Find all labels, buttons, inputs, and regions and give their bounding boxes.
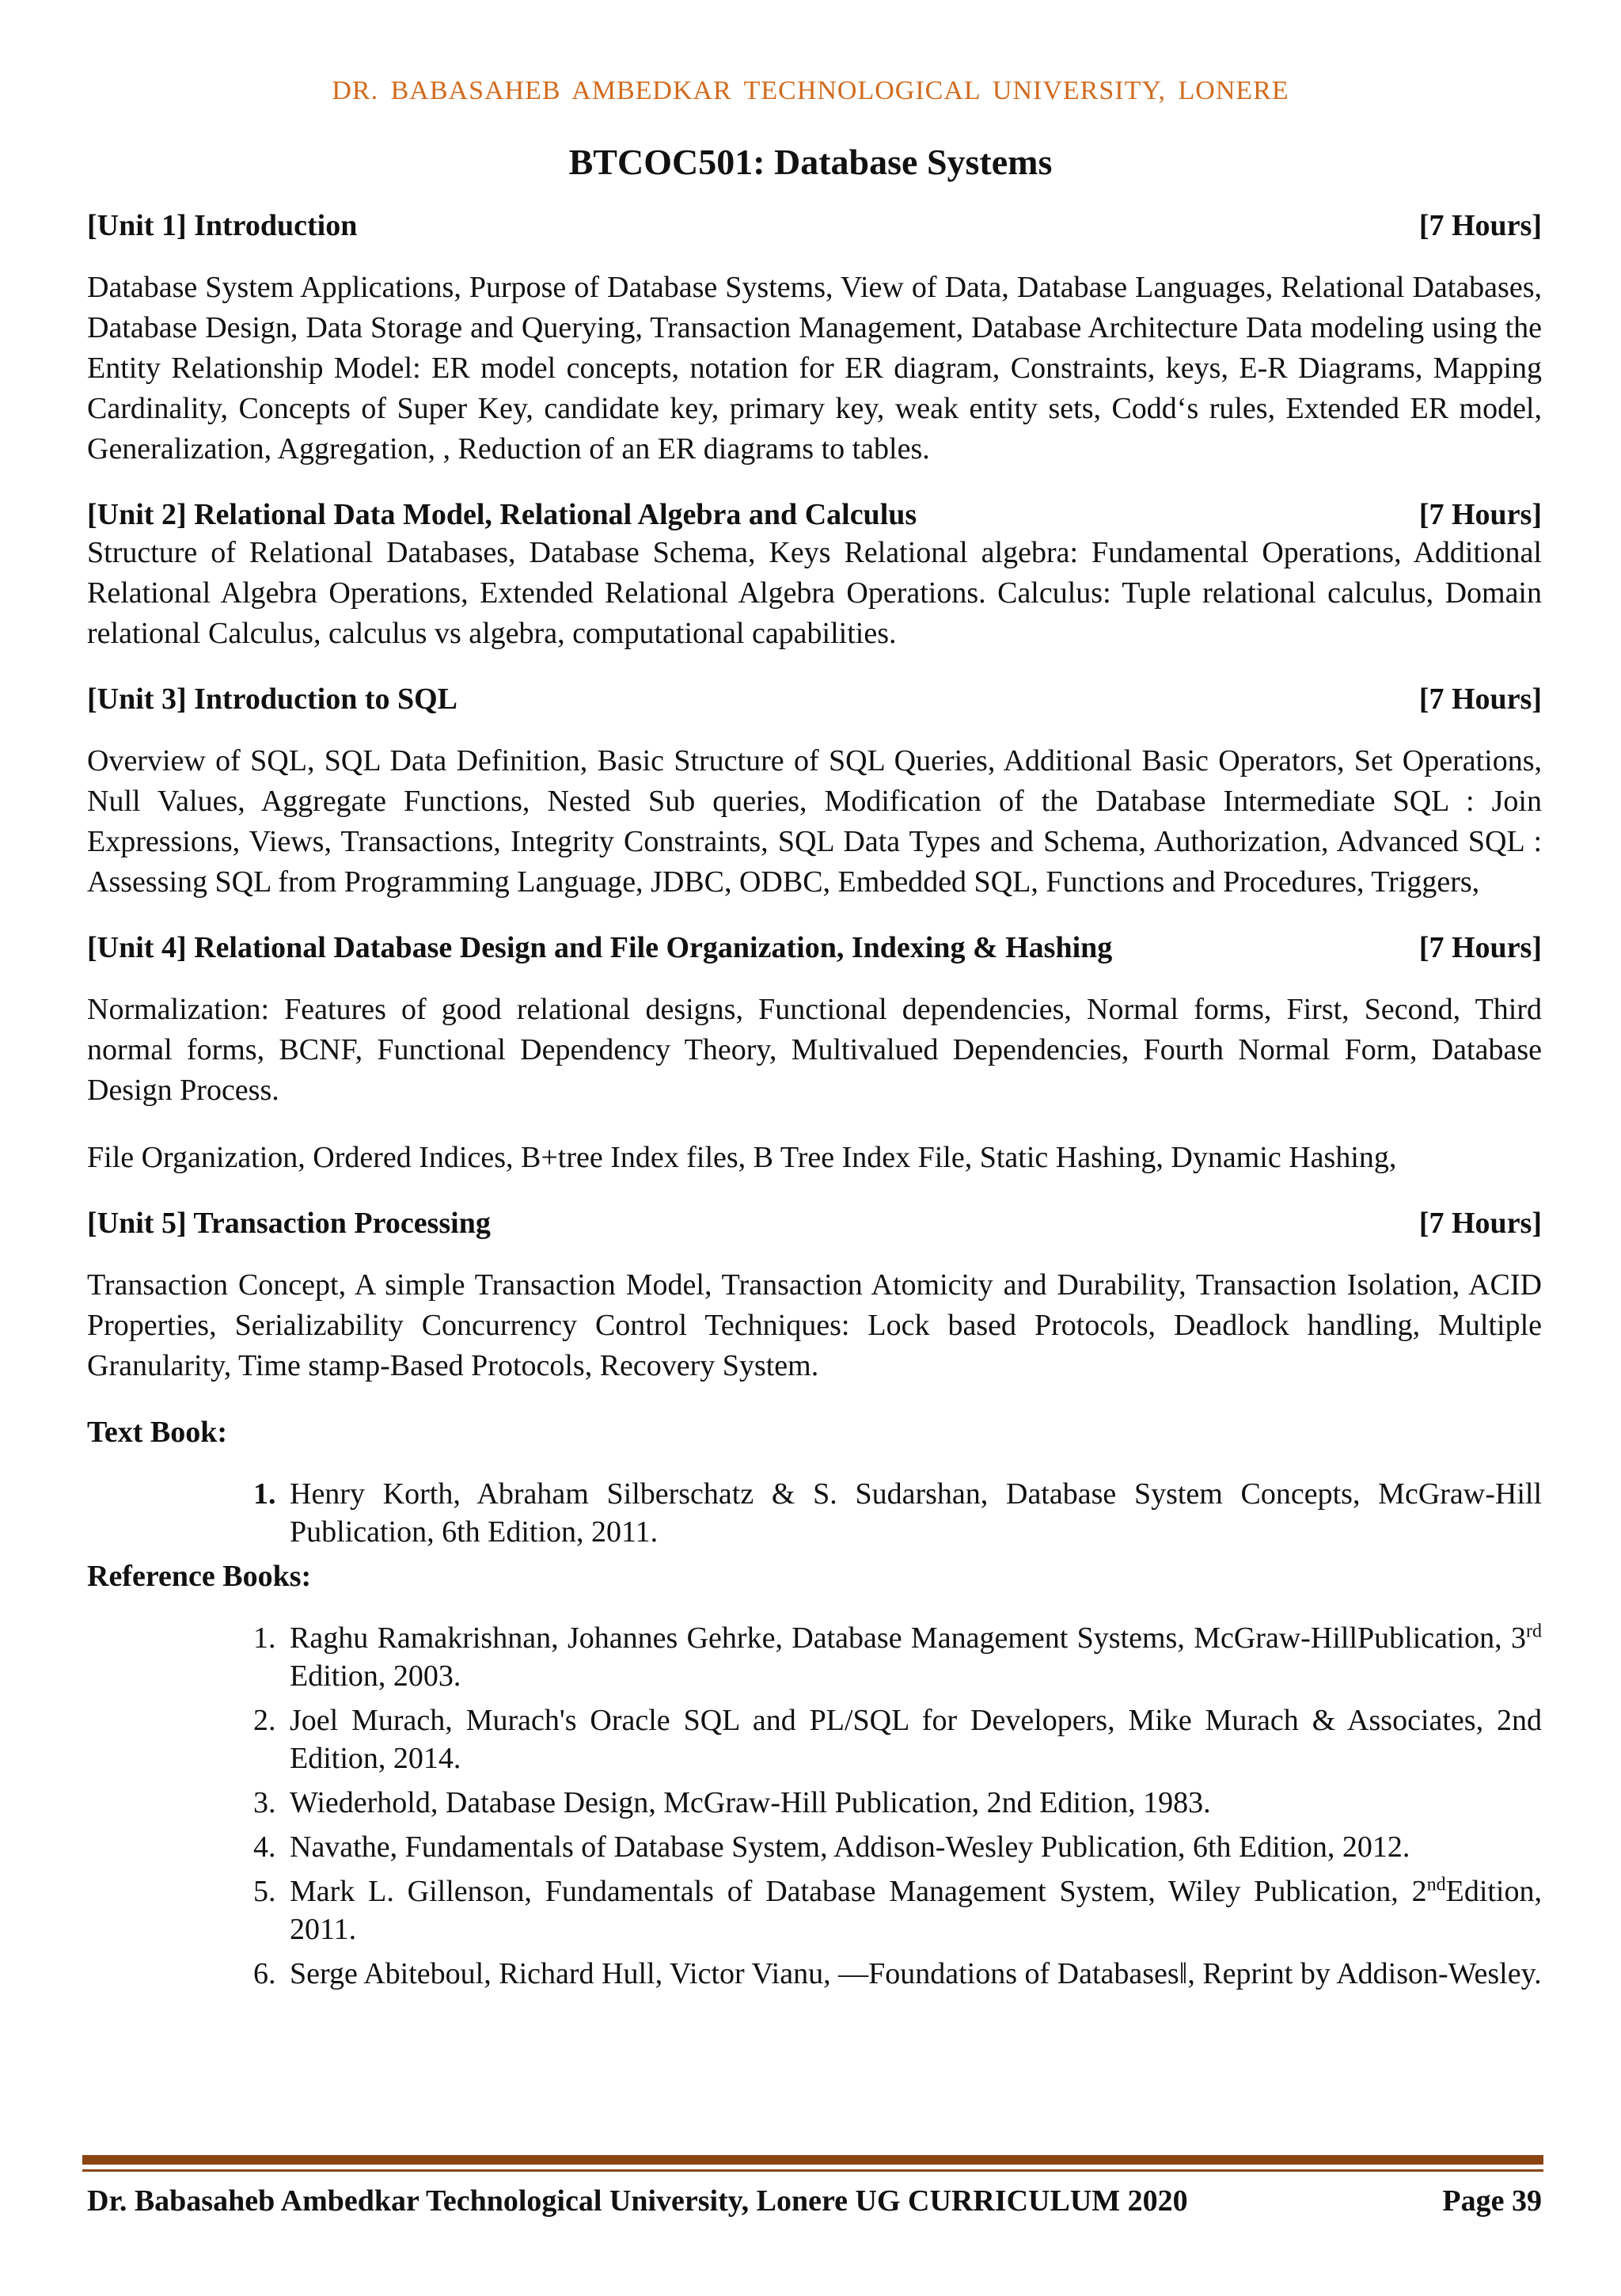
unit-hours: [7 Hours]	[1418, 682, 1542, 716]
text-book-heading: Text Book:	[87, 1416, 228, 1449]
reference-book-item: 3. Wiederhold, Database Design, McGraw-Hill Publication, 2nd Edition, 1983.	[283, 1784, 1542, 1822]
reference-books-heading: Reference Books:	[87, 1560, 312, 1593]
footer-university: Dr. Babasaheb Ambedkar Technological University, Lonere UG CURRICULUM 2020	[87, 2184, 1188, 2218]
unit-title: [Unit 5] Transaction Processing	[87, 1207, 491, 1240]
page-footer	[87, 2184, 1542, 2218]
text-book-item: 1. Henry Korth, Abraham Silberschatz & S. Sudarshan, Database System Concepts, McGraw-Hill Publication, 6th Edition, 2011.	[283, 1475, 1542, 1551]
unit-4-heading	[87, 929, 1542, 966]
unit-title: [Unit 3] Introduction to SQL	[87, 682, 458, 716]
unit-1-heading	[87, 207, 1542, 244]
text-book-list	[87, 1475, 1542, 1551]
footer-divider-thin	[82, 2169, 1543, 2172]
reference-book-item: 5. Mark L. Gillenson, Fundamentals of Database Management System, Wiley Publication, 2ndEdition, 2011.	[283, 1872, 1542, 1948]
reference-book-item: 1. Raghu Ramakrishnan, Johannes Gehrke, Database Management Systems, McGraw-HillPublication, 3rd Edition, 2003.	[283, 1619, 1542, 1695]
unit-title: [Unit 1] Introduction	[87, 209, 358, 242]
unit-3-heading	[87, 681, 1542, 717]
syllabus-content	[87, 207, 1542, 1999]
page-number: Page 39	[1442, 2184, 1542, 2218]
unit-2-heading	[87, 496, 1542, 533]
unit-4-description-file-organization: File Organization, Ordered Indices, B+tree Index files, B Tree Index File, Static Hashing, Dynamic Hashing,	[87, 1141, 1397, 1174]
unit-title: [Unit 4] Relational Database Design and File Organization, Indexing & Hashing	[87, 931, 1113, 964]
unit-hours: [7 Hours]	[1418, 498, 1542, 531]
reference-book-item: 2. Joel Murach, Murach's Oracle SQL and PL/SQL for Developers, Mike Murach & Associates, 2nd Edition, 2014.	[283, 1701, 1542, 1777]
course-title: BTCOC501: Database Systems	[568, 142, 1053, 182]
unit-title: [Unit 2] Relational Data Model, Relational Algebra and Calculus	[87, 498, 917, 531]
unit-1-description: Database System Applications, Purpose of Database Systems, View of Data, Database Languages, Relational Databases, Database Design, Data Storage and Querying, Transaction Management, Database Architecture Data modeling using the Entity Relationship Model: ER model concepts, notation for ER diagram, Constraints, keys, E-R Diagrams, Mapping Cardinality, Concepts of Super Key, candidate key, primary key, weak entity sets, Codd‘s rules, Extended ER model, Generalization, Aggregation, , Reduction of an ER diagrams to tables.	[87, 271, 1542, 466]
reference-book-item: 6. Serge Abiteboul, Richard Hull, Victor Vianu, ―Foundations of Databases‖, Reprint by Addison-Wesley.	[283, 1955, 1542, 1993]
footer-divider-thick	[82, 2155, 1543, 2165]
university-header: DR. BABASAHEB AMBEDKAR TECHNOLOGICAL UNIVERSITY, LONERE	[332, 76, 1289, 105]
reference-books-list	[87, 1619, 1542, 1993]
unit-4-description: Normalization: Features of good relational designs, Functional dependencies, Normal forms, First, Second, Third normal forms, BCNF, Functional Dependency Theory, Multivalued Dependencies, Fourth Normal Form, Database Design Process.	[87, 993, 1542, 1107]
unit-3-description: Overview of SQL, SQL Data Definition, Basic Structure of SQL Queries, Additional Basic Operators, Set Operations, Null Values, Aggregate Functions, Nested Sub queries, Modification of the Database Intermediate SQL : Join Expressions, Views, Transactions, Integrity Constraints, SQL Data Types and Schema, Authorization, Advanced SQL : Assessing SQL from Programming Language, JDBC, ODBC, Embedded SQL, Functions and Procedures, Triggers,	[87, 744, 1542, 899]
unit-hours: [7 Hours]	[1418, 1207, 1542, 1240]
reference-book-item: 4. Navathe, Fundamentals of Database System, Addison-Wesley Publication, 6th Edition, 2012.	[283, 1828, 1542, 1866]
unit-2-description: Structure of Relational Databases, Database Schema, Keys Relational algebra: Fundamental Operations, Additional Relational Algebra Operations, Extended Relational Algebra Operations. Calculus: Tuple relational calculus, Domain relational Calculus, calculus vs algebra, computational capabilities.	[87, 536, 1542, 650]
unit-hours: [7 Hours]	[1418, 931, 1542, 964]
unit-hours: [7 Hours]	[1418, 209, 1542, 242]
unit-5-description: Transaction Concept, A simple Transaction Model, Transaction Atomicity and Durability, Transaction Isolation, ACID Properties, Serializability Concurrency Control Techniques: Lock based Protocols, Deadlock handling, Multiple Granularity, Time stamp-Based Protocols, Recovery System.	[87, 1268, 1542, 1382]
unit-5-heading	[87, 1205, 1542, 1241]
